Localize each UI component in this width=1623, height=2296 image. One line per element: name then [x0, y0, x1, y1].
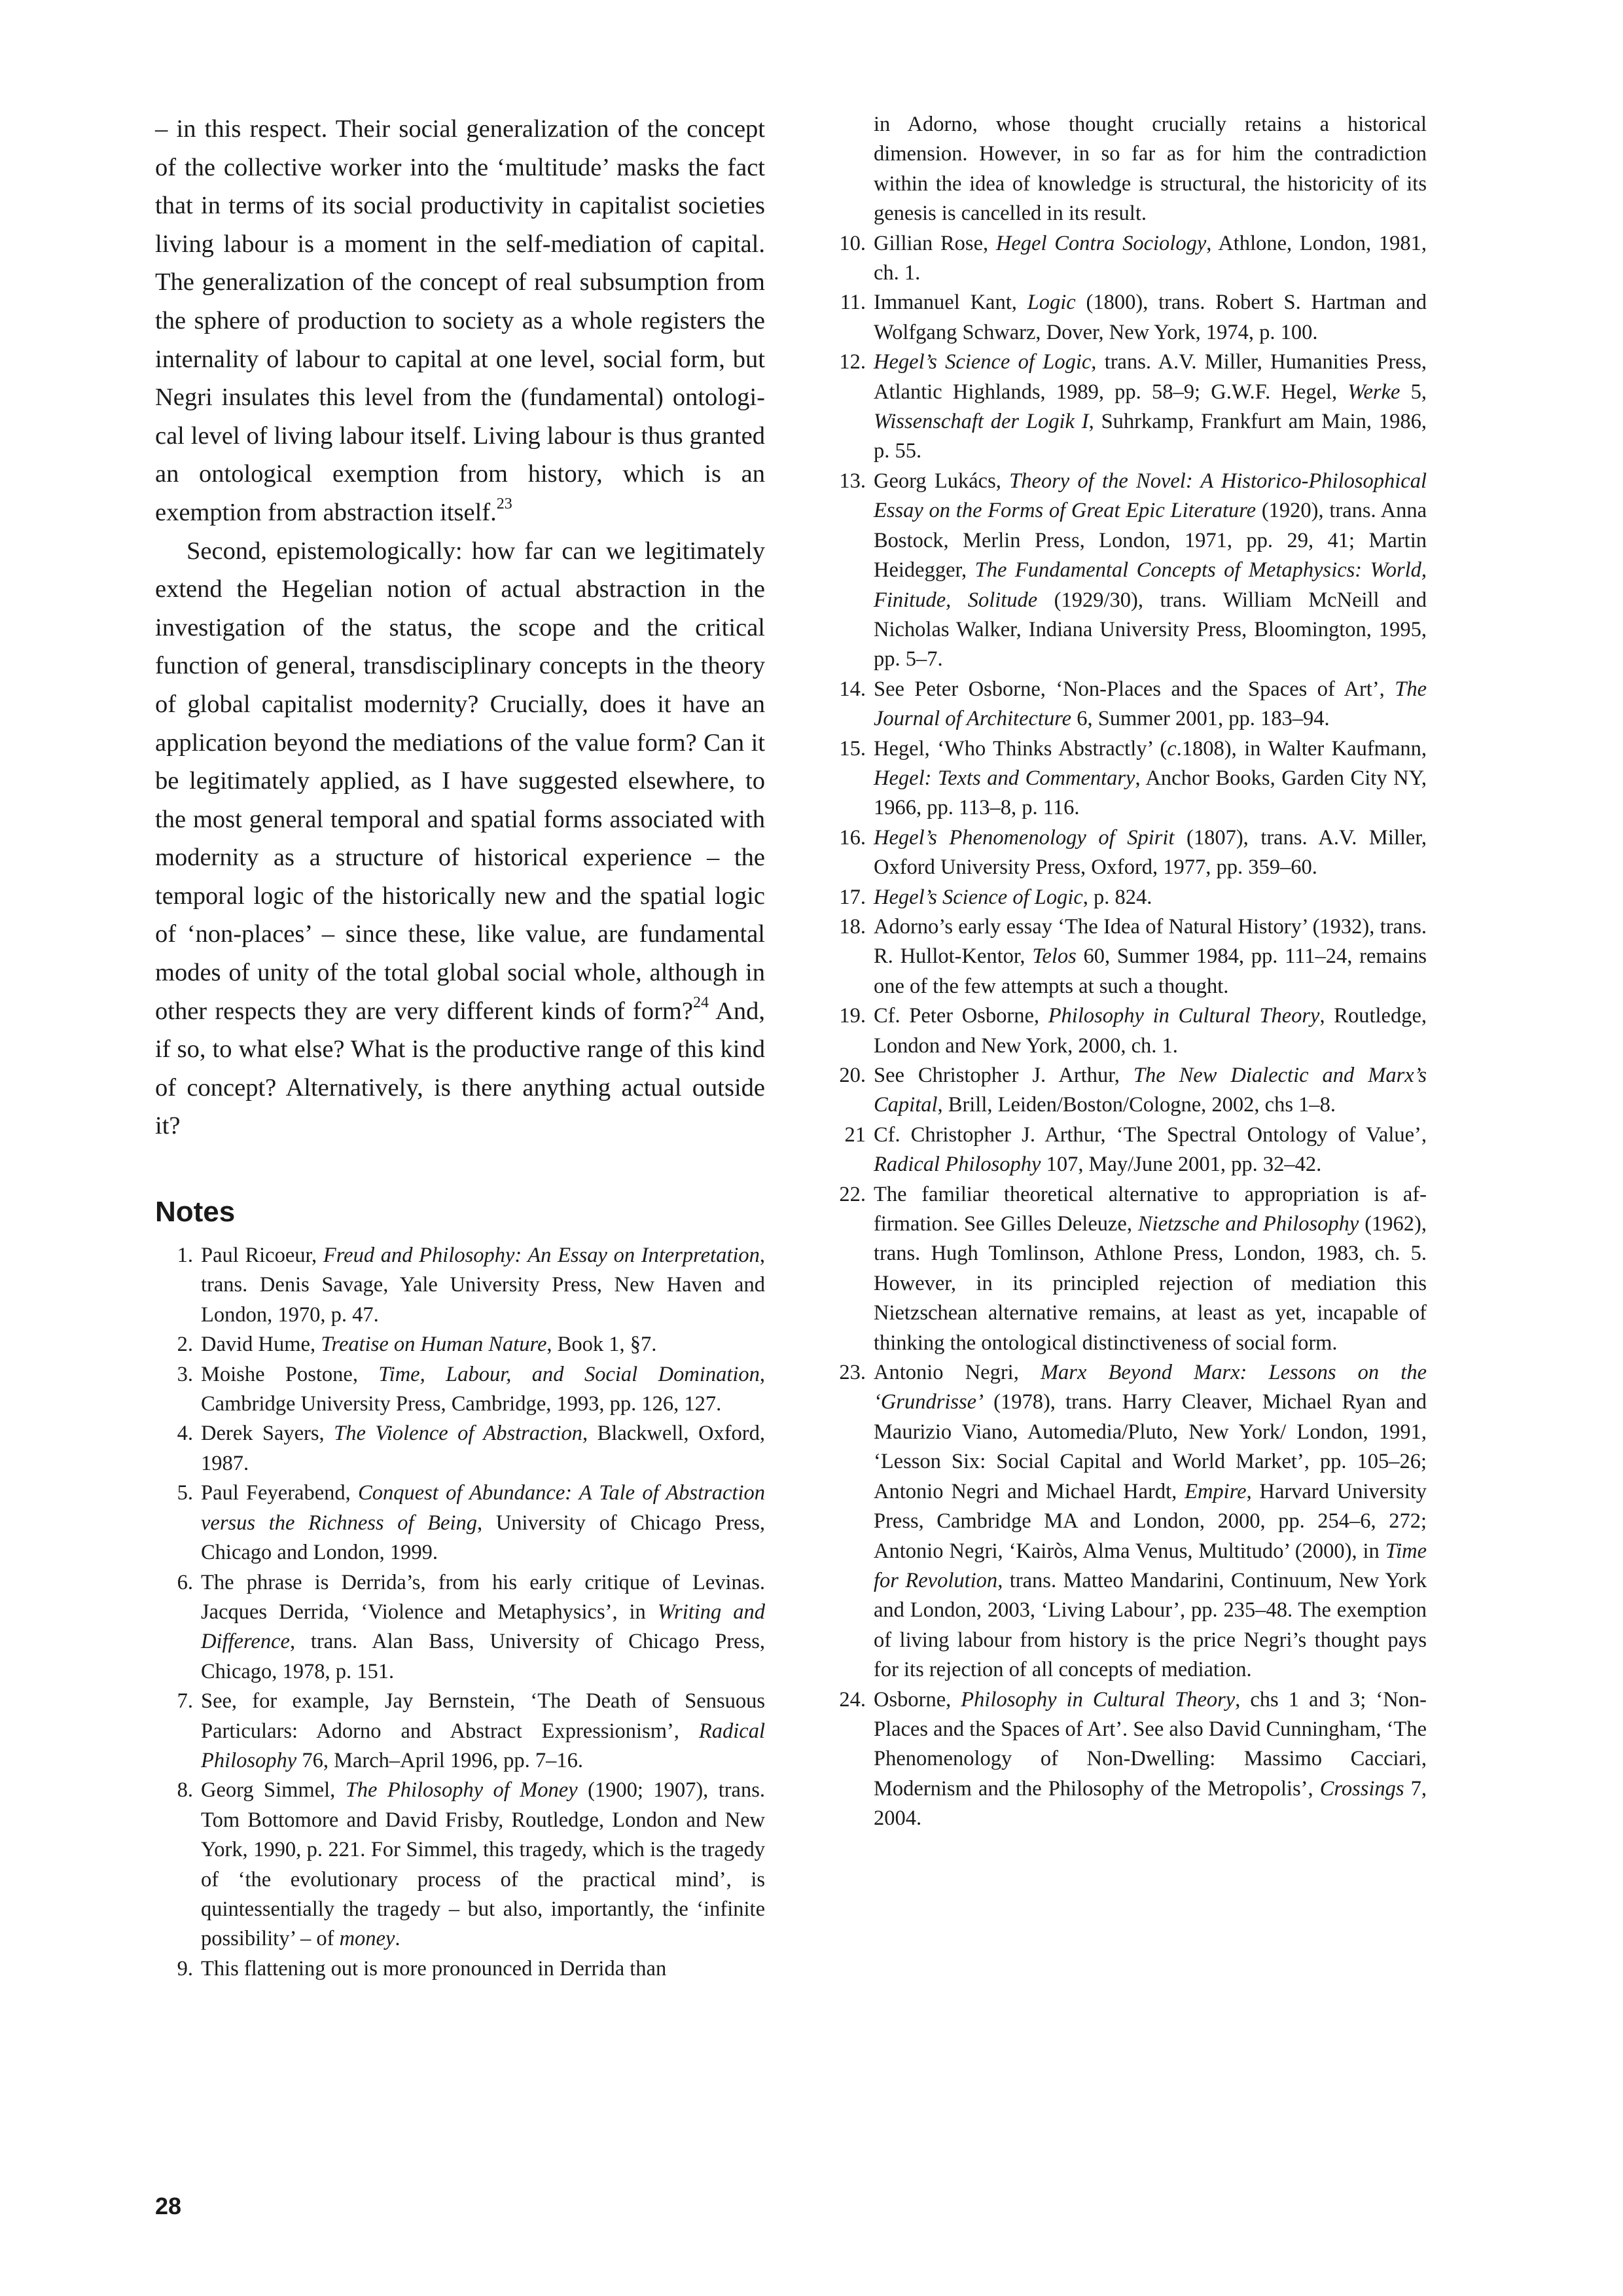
note-item: [828, 288, 1427, 348]
note-9-continuation: in Adorno, whose thought crucially retains a historical dimension. However, in so far as for him the contradiction within the idea of knowledge is structural, the historicity of its genesis is cancelled in its result.: [874, 113, 1427, 226]
note-text: The phrase is Derrida’s, from his early critique of Levinas. Jacques Derrida, ‘Violence and Metaphysics’, in Writing and Difference, trans. Alan Bass, University of Chicago Press, Chicago, 1978, p. 151.: [201, 1570, 765, 1683]
note-text: Adorno’s early essay ‘The Idea of Natural History’ (1932), trans. R. Hullot-Kentor, Telos 60, Summer 1984, pp. 111–24, remains one of the few attempts at such a thought.: [874, 914, 1427, 998]
note-number: 21: [844, 1122, 866, 1147]
note-text: David Hume, Treatise on Human Nature, Book 1, §7.: [201, 1333, 657, 1357]
left-column: [155, 110, 765, 1984]
note-text: Cf. Peter Osborne, Philosophy in Cultural Theory, Routledge, London and New York, 2000, ch. 1.: [874, 1004, 1427, 1058]
note-item: [828, 467, 1427, 675]
note-text: See Peter Osborne, ‘Non-Places and the Spaces of Art’, The Journal of Architecture 6, Summer 2001, pp. 183–94.: [874, 677, 1427, 731]
note-number: 23.: [839, 1361, 866, 1385]
note-item: [828, 823, 1427, 883]
note-number: 20.: [839, 1064, 866, 1087]
body-paragraph-1: – in this respect. Their social generalization of the concept of the collective worker into the ‘multitude’ masks the fact that in terms of its social productivity in capitalist societies living labour is a moment in the self-mediation of capital. The generalization of the concept of real subsumption from the sphere of production to society as a whole registers the internality of labour to capital at one level, social form, but Negri insulates this level from the (fundamental) ontological level of living labour itself. Living labour is thus granted an ontological exemption from history, which is an exemption from abstraction itself.$^{23}$: [155, 115, 765, 526]
note-text: Paul Ricoeur, Freud and Philosophy: An Essay on Interpretation, trans. Denis Savage, Yale University Press, New Haven and London, 1970, p. 47.: [201, 1244, 766, 1327]
note-number: 9.: [177, 1956, 193, 1981]
note-item: [155, 1954, 765, 1984]
note-item: [155, 1241, 765, 1330]
note-text: See, for example, Jay Bernstein, ‘The Death of Sensuous Particulars: Adorno and Abstract Expressionism’, Radical Philosophy 76, March–April 1996, pp. 7–16.: [201, 1689, 765, 1772]
note-text: Hegel’s Science of Logic, trans. A.V. Miller, Humanities Press, Atlantic Highlands, 1989, pp. 58–9; G.W.F. Hegel, Werke 5, Wissenschaft der Logik I, Suhrkamp, Frankfurt am Main, 1986, p. 55.: [874, 350, 1427, 463]
note-number: 22.: [839, 1182, 866, 1206]
note-number: 2.: [177, 1333, 193, 1357]
note-text: Georg Simmel, The Philosophy of Money (1900; 1907), trans. Tom Bottomore and David Frisby, Routledge, London and New York, 1990, p. 221. For Simmel, this tragedy, which is the tragedy of ‘the evolutionary process of the practical mind’, is quintessentially the tragedy – but also, importantly, the ‘infinite possibility’ – of money.: [201, 1778, 766, 1951]
note-text: Moishe Postone, Time, Labour, and Social Domination, Cambridge University Press, Cambridge, 1993, pp. 126, 127.: [201, 1362, 766, 1416]
notes-list-left: [155, 1241, 765, 1984]
page-number: 28: [155, 2193, 182, 2219]
note-item: [828, 912, 1427, 1001]
note-number: 13.: [839, 469, 866, 493]
note-item: [828, 1180, 1427, 1358]
note-number: 1.: [177, 1244, 193, 1268]
note-text: Georg Lukács, Theory of the Novel: A Historico-Philosophical Essay on the Forms of Great Epic Literature (1920), trans. Anna Bostock, Merlin Press, London, 1971, pp. 29, 41; Martin Heidegger, The Fundamental Concepts of Metaphysics: World, Finitude, Solitude (1929/30), trans. William McNeill and Nicholas Walker, Indiana University Press, Bloomington, 1995, pp. 5–7.: [874, 469, 1427, 672]
note-item: [828, 1001, 1427, 1061]
note-number: 5.: [177, 1481, 193, 1505]
note-number: 11.: [840, 291, 866, 315]
note-number: 4.: [177, 1422, 193, 1446]
note-number: 6.: [177, 1570, 193, 1594]
note-number: 17.: [839, 885, 866, 909]
note-item: [155, 1479, 765, 1568]
note-text: Osborne, Philosophy in Cultural Theory, chs 1 and 3; ‘Non-Places and the Spaces of Art’. See also David Cunningham, ‘The Phenomenology of Non-Dwelling: Massimo Cacciari, Modernism and the Philosophy of the Metropolis’, Crossings 7, 2004.: [874, 1687, 1427, 1831]
note-number: 18.: [839, 914, 866, 939]
note-number: 16.: [839, 825, 866, 850]
right-column: [828, 110, 1427, 1834]
notes-list-right: [828, 229, 1427, 1834]
note-number: 19.: [839, 1004, 866, 1028]
note-text: This flattening out is more pronounced in Derrida than: [201, 1956, 667, 1981]
note-text: Hegel’s Phenomenology of Spirit (1807), trans. A.V. Miller, Oxford University Press, Oxford, 1977, pp. 359–60.: [874, 825, 1427, 880]
note-item: [828, 1358, 1427, 1685]
note-number: 12.: [839, 350, 866, 374]
note-item: [155, 1330, 765, 1359]
note-item: [828, 1685, 1427, 1834]
note-number: 8.: [177, 1778, 193, 1803]
note-text: Hegel’s Science of Logic, p. 824.: [874, 885, 1152, 909]
note-number: 7.: [177, 1689, 193, 1713]
note-item: [828, 675, 1427, 734]
note-item: [155, 1776, 765, 1954]
note-number: 14.: [839, 677, 866, 701]
note-item: [155, 1687, 765, 1776]
note-item: [155, 1419, 765, 1479]
note-item: [828, 883, 1427, 912]
note-text: See Christopher J. Arthur, The New Dialectic and Marx’s Capital, Brill, Leiden/Boston/Cologne, 2002, chs 1–8.: [874, 1064, 1427, 1117]
note-number: 3.: [177, 1362, 193, 1386]
note-text: Hegel, ‘Who Thinks Abstractly’ (c.1808), in Walter Kaufmann, Hegel: Texts and Commentary, Anchor Books, Garden City NY, 1966, pp. 113–8, p. 116.: [874, 736, 1427, 820]
footnote-ref-24[interactable]: 24: [692, 994, 709, 1011]
note-text: The familiar theoretical alternative to appropriation is affirmation. See Gilles Deleuze, Nietzsche and Philosophy (1962), trans. Hugh Tomlinson, Athlone Press, London, 1983, ch. 5. However, in its principled rejection of mediation this Nietzschean alternative remains, at least as yet, incapable of thinking the ontological distinctiveness of social form.: [874, 1182, 1427, 1355]
note-text: Derek Sayers, The Violence of Abstraction, Blackwell, Oxford, 1987.: [201, 1422, 765, 1475]
note-text: Cf. Christopher J. Arthur, ‘The Spectral Ontology of Value’, Radical Philosophy 107, May/June 2001, pp. 32–42.: [874, 1122, 1427, 1177]
note-number: 15.: [839, 736, 866, 761]
note-item: [828, 348, 1427, 467]
note-number: 24.: [839, 1687, 866, 1712]
note-item: [828, 229, 1427, 289]
notes-heading: Notes: [155, 1196, 236, 1229]
note-text: Paul Feyerabend, Conquest of Abundance: A Tale of Abstraction versus the Richness of Being, University of Chicago Press, Chicago and London, 1999.: [201, 1481, 765, 1565]
note-item: [828, 1061, 1427, 1121]
note-text: Gillian Rose, Hegel Contra Sociology, Athlone, London, 1981, ch. 1.: [874, 231, 1427, 285]
note-item: [155, 1360, 765, 1420]
note-item: [828, 1121, 1427, 1180]
note-item: [155, 1568, 765, 1687]
note-item: [828, 734, 1427, 823]
footnote-ref-23[interactable]: 23: [496, 495, 512, 512]
note-number: 10.: [839, 231, 866, 255]
note-text: Antonio Negri, Marx Beyond Marx: Lessons on the ‘Grundrisse’ (1978), trans. Harry Cleaver, Michael Ryan and Maurizio Viano, Automedia/Pluto, New York/ London, 1991, ‘Lesson Six: Social Capital and World Market’, pp. 105–26; Antonio Negri and Michael Hardt, Empire, Harvard University Press, Cambridge MA and London, 2000, pp. 254–6, 272; Antonio Negri, ‘Kairòs, Alma Venus, Multitudo’ (2000), in Time for Revolution, trans. Matteo Mandarini, Continuum, New York and London, 2003, ‘Living Labour’, pp. 235–48. The exemption of living labour from history is the price Negri’s thought pays for its rejection of all concepts of mediation.: [874, 1361, 1427, 1682]
note-text: Immanuel Kant, Logic (1800), trans. Robert S. Hartman and Wolfgang Schwarz, Dover, New York, 1974, p. 100.: [874, 291, 1427, 344]
body-paragraph-2: Second, epistemologically: how far can we legitimately extend the Hegelian notion of actual abstraction in the investigation of the status, the scope and the critical function of general, transdisciplinary concepts in the theory of global capitalist modernity? Crucially, does it have an application beyond the mediations of the value form? Can it be legitimately applied, as I have suggested elsewhere, to the most general temporal and spatial forms associated with modernity as a structure of historical experience – the temporal logic of the historically new and the spatial logic of ‘non-places’ – since these, like value, are fundamental modes of unity of the total global social whole, although in other respects they are very different kinds of form?$^{24}$ And, if so, to what else? What is the productive range of this kind of concept? Alternatively, is there anything actual outside it?: [155, 537, 765, 1140]
